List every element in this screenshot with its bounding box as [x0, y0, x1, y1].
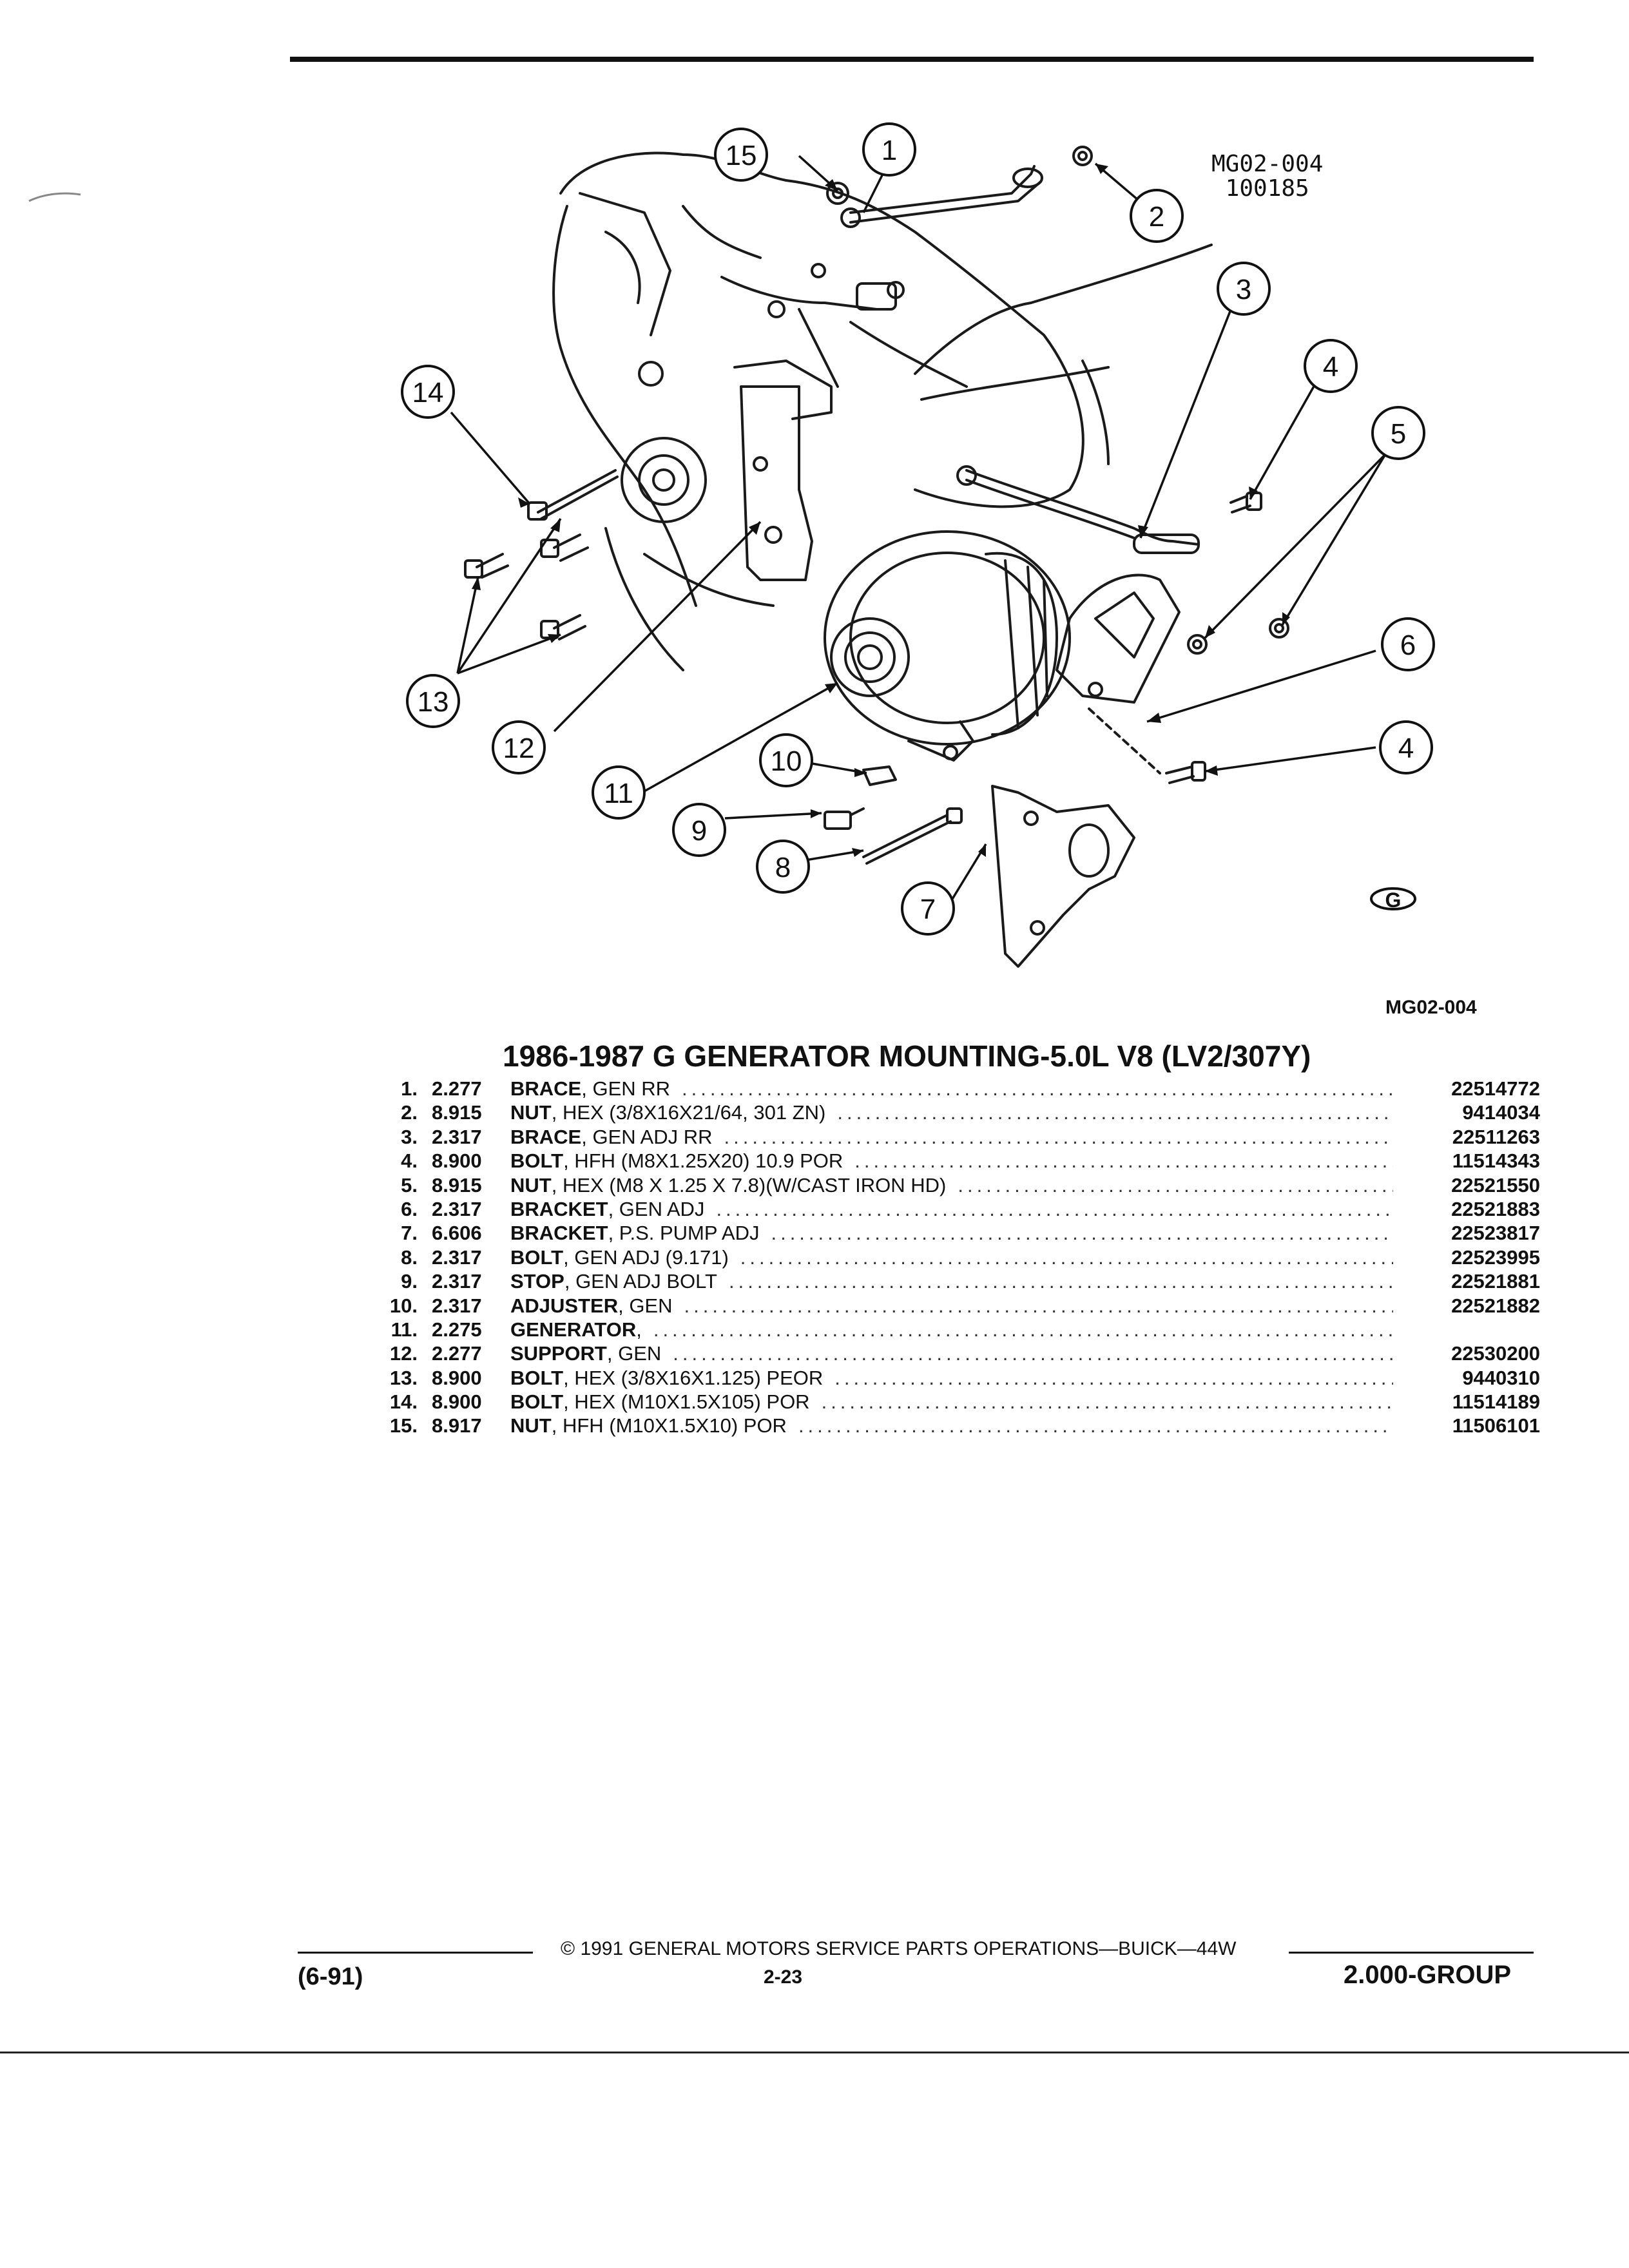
part-group-number: 2.275 [432, 1318, 482, 1341]
figure-bottom-code: MG02-004 [1385, 997, 1477, 1018]
part-number: 11506101 [1452, 1414, 1540, 1437]
part-group-number: 8.900 [432, 1366, 482, 1389]
part-name: BRACKET [510, 1222, 608, 1245]
part-qualifier: , P.S. PUMP ADJ [608, 1222, 760, 1245]
callout-13: 13 [417, 686, 449, 718]
callout-5: 5 [1390, 418, 1407, 450]
part-group-number: 2.277 [432, 1077, 482, 1100]
part-description [510, 1390, 810, 1414]
part-group-number: 8.917 [432, 1414, 482, 1437]
part-number: 22521550 [1451, 1173, 1540, 1196]
part-name: BOLT [510, 1149, 564, 1173]
footer-group: 2.000-GROUP [1344, 1961, 1512, 1989]
part-description [510, 1198, 704, 1221]
part-group-number: 2.277 [432, 1342, 482, 1365]
footer-copyright: © 1991 GENERAL MOTORS SERVICE PARTS OPERATIONS—BUICK—44W [561, 1938, 1237, 1959]
parts-row [361, 1198, 1540, 1222]
part-qualifier: , HEX (M8 X 1.25 X 7.8)(W/CAST IRON HD) [551, 1173, 947, 1196]
part-number: 22530200 [1451, 1342, 1540, 1365]
part-index: 11. [390, 1318, 418, 1341]
part-group-number: 2.317 [432, 1245, 482, 1269]
part-group-number: 8.915 [432, 1101, 482, 1124]
part-group-number: 8.915 [432, 1173, 482, 1196]
part-index: 8. [401, 1245, 418, 1269]
part-number: 22521883 [1451, 1197, 1540, 1220]
footer-right-rule [1289, 1952, 1534, 1954]
part-index: 5. [401, 1173, 418, 1196]
part-number: 22511263 [1452, 1125, 1540, 1148]
dot-leader [682, 1077, 1393, 1100]
dot-leader [771, 1222, 1393, 1245]
parts-row [361, 1246, 1540, 1270]
part-name: STOP [510, 1270, 564, 1293]
part-description [510, 1126, 713, 1149]
figure-ref-number: 100185 [1225, 175, 1309, 202]
part-number: 22521881 [1451, 1270, 1540, 1293]
part-name: BRACE [510, 1125, 582, 1148]
callout-6: 6 [1400, 629, 1416, 661]
part-name: BRACE [510, 1077, 582, 1100]
callout-2: 2 [1148, 201, 1165, 233]
callout-11: 11 [604, 778, 633, 809]
part-qualifier: , HFH (M10X1.5X10) POR [551, 1414, 787, 1437]
parts-row [361, 1390, 1540, 1414]
dot-leader [822, 1390, 1393, 1414]
part-description [510, 1270, 717, 1293]
callout-14: 14 [412, 377, 444, 408]
parts-row [361, 1222, 1540, 1245]
section-title: 1986-1987 G GENERATOR MOUNTING-5.0L V8 (LV2/307Y) [503, 1039, 1311, 1073]
parts-row [361, 1077, 1540, 1101]
part-name: NUT [510, 1101, 552, 1124]
callout-15: 15 [725, 140, 757, 171]
parts-row [361, 1126, 1540, 1149]
part-name: BOLT [510, 1390, 564, 1414]
footer-date: (6-91) [298, 1963, 363, 1990]
part-index: 12. [389, 1342, 418, 1365]
dot-leader [798, 1414, 1393, 1437]
part-description [510, 1222, 759, 1245]
footer-left-rule [298, 1952, 533, 1954]
part-qualifier: , GEN [618, 1294, 673, 1317]
g-mark-icon [1371, 889, 1415, 912]
part-description [510, 1174, 946, 1197]
part-name: SUPPORT [510, 1342, 607, 1365]
part-number: 11514189 [1452, 1390, 1540, 1414]
part-number: 22523995 [1451, 1245, 1540, 1269]
dot-leader [837, 1101, 1393, 1124]
part-description [510, 1367, 823, 1390]
dot-leader [673, 1342, 1393, 1365]
part-qualifier: , HEX (M10X1.5X105) POR [563, 1390, 810, 1414]
part-name: NUT [510, 1173, 552, 1196]
part-name: GENERATOR [510, 1318, 637, 1341]
svg-text:G: G [1385, 889, 1402, 912]
part-description [510, 1246, 729, 1269]
dot-leader [729, 1270, 1393, 1293]
callout-12: 12 [503, 733, 535, 764]
parts-row [361, 1414, 1540, 1438]
part-description [510, 1294, 673, 1318]
part-qualifier: , HEX (3/8X16X1.125) PEOR [563, 1366, 824, 1389]
part-index: 7. [401, 1222, 418, 1245]
dot-leader [653, 1318, 1393, 1341]
part-qualifier: , HEX (3/8X16X21/64, 301 ZN) [551, 1101, 826, 1124]
part-number: 9414034 [1462, 1101, 1540, 1124]
part-group-number: 2.317 [432, 1270, 482, 1293]
part-index: 6. [401, 1197, 418, 1220]
dot-leader [724, 1126, 1394, 1149]
callout-4-lower: 4 [1398, 733, 1414, 764]
dot-leader [740, 1246, 1393, 1269]
part-qualifier: , GEN ADJ [608, 1197, 705, 1220]
part-description [510, 1414, 787, 1437]
figure-ref-code: MG02-004 [1211, 151, 1324, 177]
part-qualifier: , [636, 1318, 642, 1341]
part-number: 9440310 [1462, 1366, 1540, 1389]
callout-7: 7 [920, 894, 936, 925]
parts-row [361, 1101, 1540, 1125]
part-index: 14. [389, 1390, 418, 1414]
dot-leader [716, 1198, 1393, 1221]
part-index: 4. [401, 1149, 418, 1173]
part-description [510, 1077, 670, 1100]
callout-9: 9 [691, 815, 708, 847]
dot-leader [958, 1174, 1393, 1197]
part-index: 10. [389, 1294, 418, 1317]
part-group-number: 8.900 [432, 1390, 482, 1414]
part-index: 3. [401, 1125, 418, 1148]
part-group-number: 2.317 [432, 1125, 482, 1148]
part-description [510, 1149, 843, 1173]
part-qualifier: , GEN RR [581, 1077, 671, 1100]
callout-8: 8 [775, 852, 791, 883]
part-name: BRACKET [510, 1197, 608, 1220]
part-name: NUT [510, 1414, 552, 1437]
part-group-number: 2.317 [432, 1294, 482, 1317]
parts-row [361, 1342, 1540, 1366]
part-qualifier: , GEN ADJ (9.171) [563, 1245, 729, 1269]
part-description [510, 1101, 825, 1124]
part-group-number: 6.606 [432, 1222, 482, 1245]
callout-10: 10 [770, 745, 802, 777]
callout-3: 3 [1235, 274, 1252, 305]
parts-list [361, 1077, 1540, 1439]
part-name: BOLT [510, 1366, 564, 1389]
part-group-number: 2.317 [432, 1197, 482, 1220]
part-qualifier: , HFH (M8X1.25X20) 10.9 POR [563, 1149, 843, 1173]
page-bottom-rule [0, 2052, 1629, 2053]
part-number: 11514343 [1452, 1149, 1540, 1173]
part-index: 2. [401, 1101, 418, 1124]
part-index: 1. [401, 1077, 418, 1100]
part-index: 15. [389, 1414, 418, 1437]
part-qualifier: , GEN ADJ BOLT [564, 1270, 717, 1293]
part-group-number: 8.900 [432, 1149, 482, 1173]
dot-leader [834, 1367, 1393, 1390]
footer-page-number: 2-23 [764, 1966, 803, 1988]
part-index: 9. [401, 1270, 418, 1293]
part-number: 22514772 [1451, 1077, 1540, 1100]
parts-row [361, 1318, 1540, 1342]
dot-leader [854, 1149, 1393, 1173]
part-name: BOLT [510, 1245, 564, 1269]
part-number: 22523817 [1451, 1222, 1540, 1245]
parts-row [361, 1294, 1540, 1318]
part-description [510, 1342, 661, 1365]
callout-4-upper: 4 [1322, 351, 1339, 383]
parts-row [361, 1270, 1540, 1294]
part-qualifier: , GEN ADJ RR [581, 1125, 713, 1148]
dot-leader [684, 1294, 1394, 1318]
part-index: 13. [389, 1366, 418, 1389]
part-qualifier: , GEN [606, 1342, 662, 1365]
parts-row [361, 1149, 1540, 1173]
parts-row [361, 1367, 1540, 1390]
parts-row [361, 1174, 1540, 1198]
exploded-parts-diagram [0, 0, 1629, 1005]
part-name: ADJUSTER [510, 1294, 619, 1317]
callout-1: 1 [881, 135, 898, 166]
part-description [510, 1318, 642, 1341]
part-number: 22521882 [1451, 1294, 1540, 1317]
